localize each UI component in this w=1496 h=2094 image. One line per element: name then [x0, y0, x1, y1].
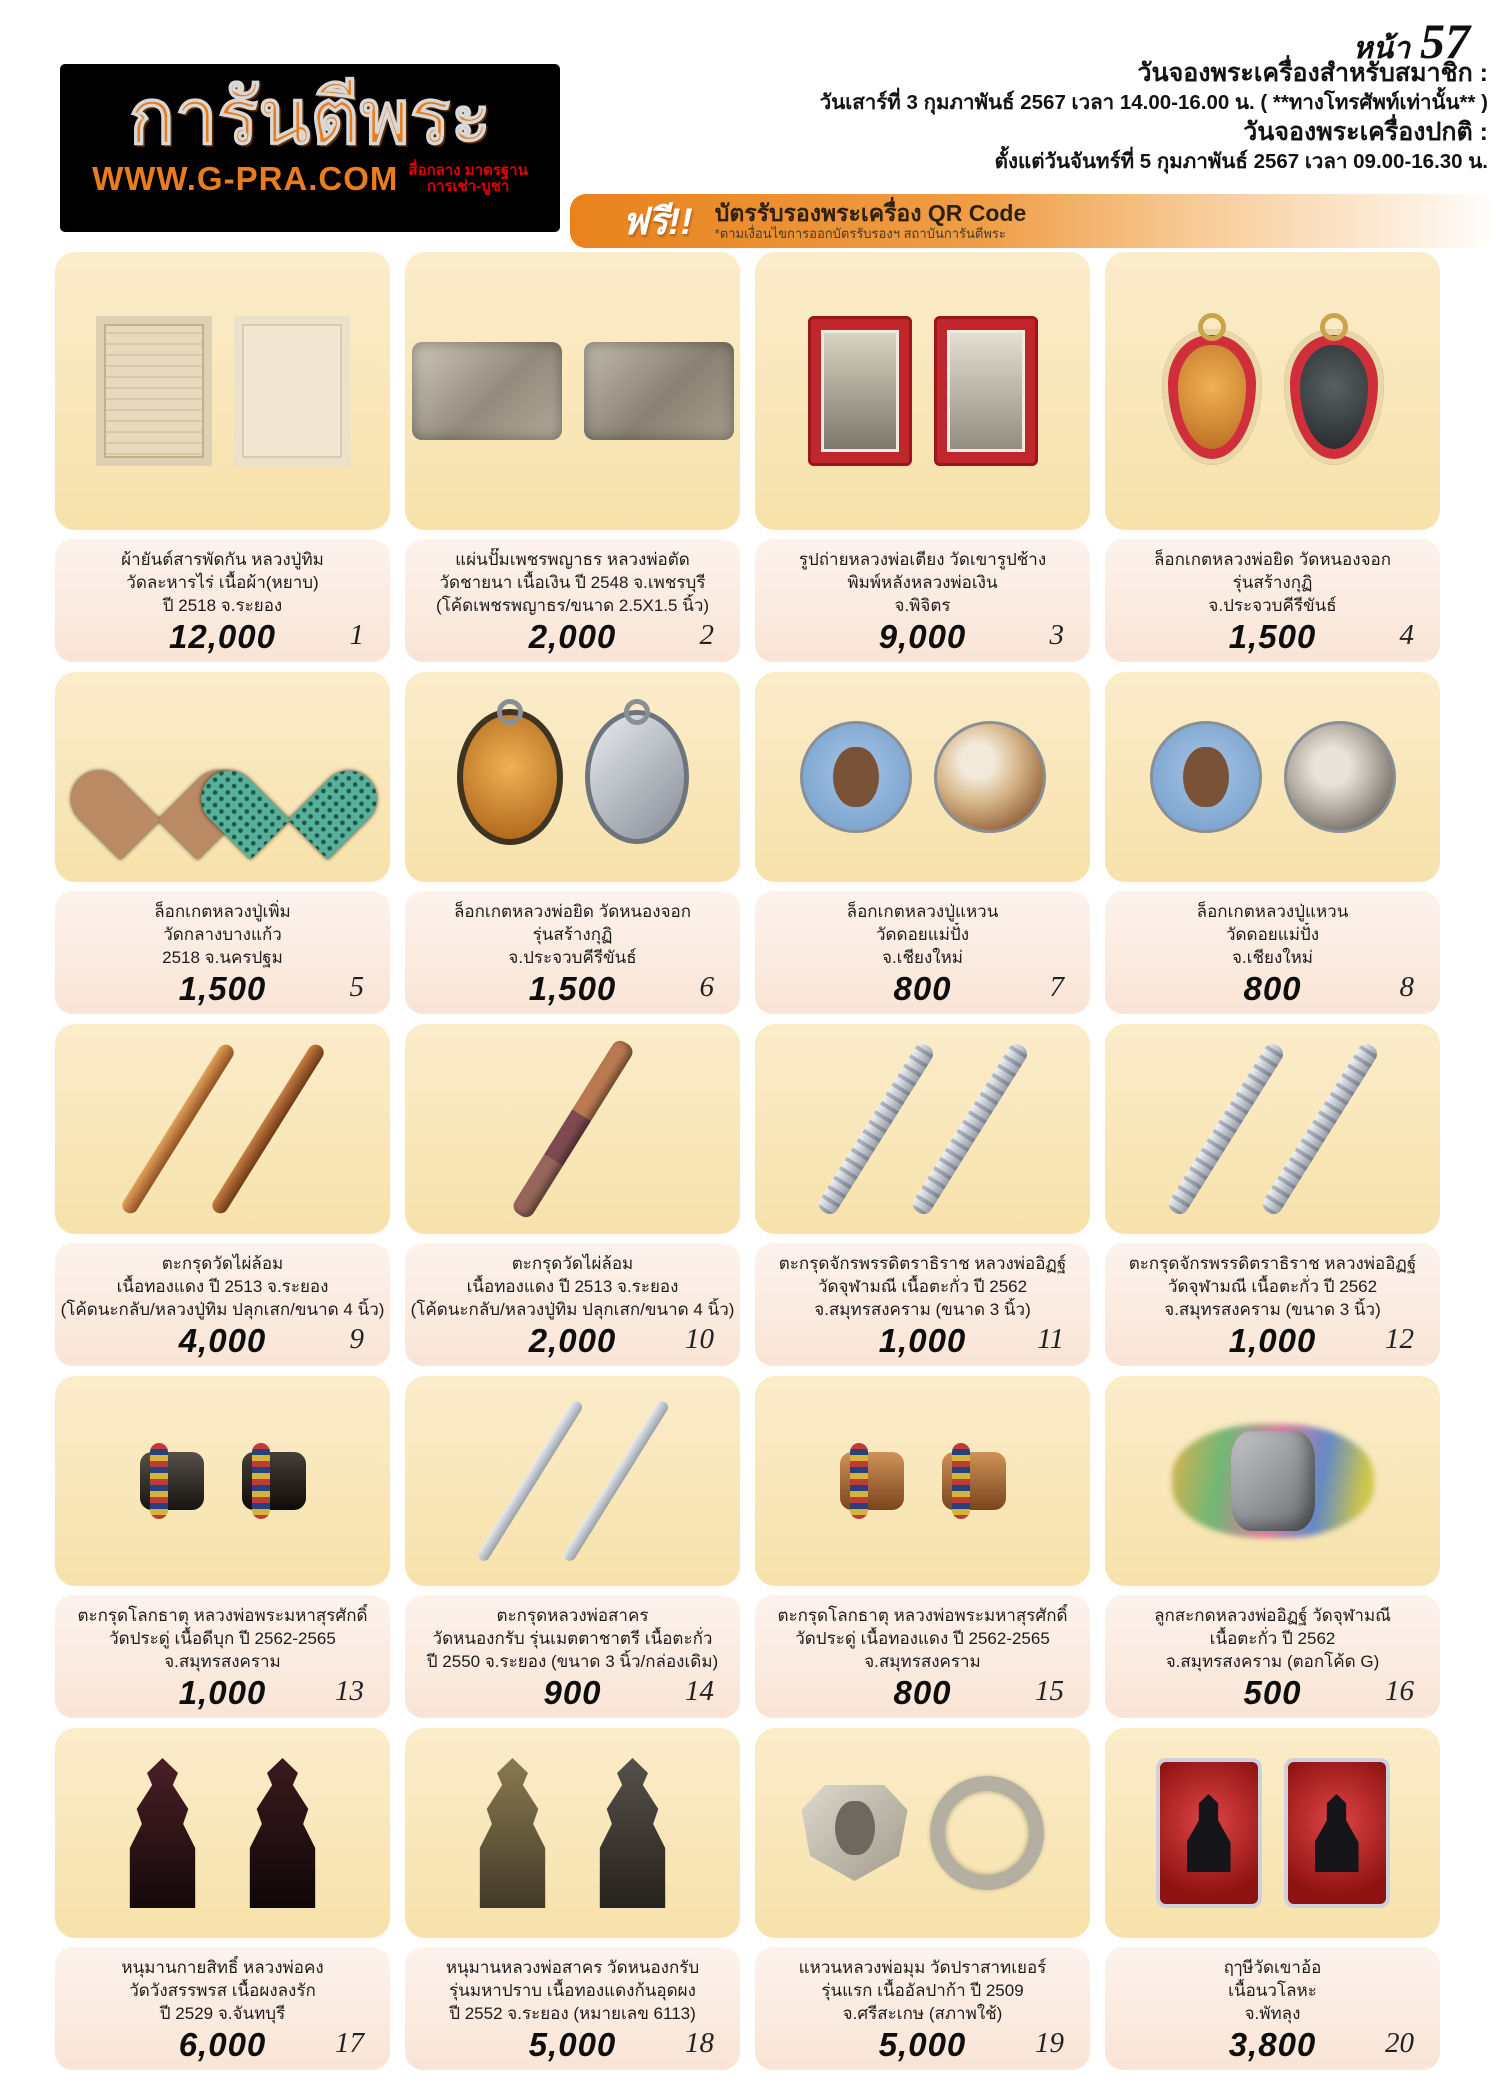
price-row	[405, 2026, 740, 2064]
lead-bead-image	[1158, 1416, 1388, 1546]
description-line: ตะกรุดจักรพรรดิตราธิราช หลวงพ่ออิฏฐ์	[778, 1254, 1067, 1273]
price: 1,000	[1228, 1322, 1317, 1360]
takrut-image	[1165, 1041, 1286, 1218]
amulet-info	[405, 891, 740, 1014]
amulet-card-7[interactable]	[755, 672, 1090, 1014]
description-line: ตะกรุดโลกธาตุ หลวงพ่อพระมหาสุรศักดิ์	[77, 1606, 368, 1625]
amulet-card-19[interactable]	[755, 1728, 1090, 2070]
amulet-card-3[interactable]	[755, 252, 1090, 662]
takrut-copper-pair	[55, 1024, 390, 1234]
takrut-image	[510, 1038, 636, 1221]
price: 1,500	[528, 970, 617, 1008]
description-line: เนื้อทองแดง ปี 2513 จ.ระยอง	[466, 1277, 679, 1297]
price-row	[405, 618, 740, 656]
metal-plate-image	[584, 342, 734, 440]
takrut-image	[119, 1042, 236, 1217]
hanuman-figurine-image	[590, 1758, 676, 1908]
amulet-info	[55, 1947, 390, 2070]
free-label: ฟรี!!	[622, 200, 693, 242]
heart-locket-back-image	[234, 734, 342, 830]
price: 2,000	[528, 618, 617, 656]
amulet-info	[405, 1947, 740, 2070]
amulet-card-4[interactable]	[1105, 252, 1440, 662]
description-line: หนุมานกายสิทธิ์ หลวงพ่อคง	[121, 1958, 324, 1977]
description-line: ล็อกเกตหลวงปู่แหวน	[846, 902, 999, 921]
description-line: (โค้ดเพชรพญาธร/ขนาด 2.5X1.5 นิ้ว)	[435, 596, 710, 616]
amulet-photo[interactable]	[55, 1376, 390, 1586]
yantra-cloth-image	[96, 316, 212, 466]
description-line: รุ่นสร้างกุฏิ	[532, 925, 613, 945]
amulet-photo[interactable]	[755, 1376, 1090, 1586]
amulet-photo[interactable]	[55, 1728, 390, 1938]
takrut-image	[475, 1399, 584, 1563]
item-number: 5	[349, 971, 364, 1003]
page-number-label: หน้า	[1352, 32, 1410, 65]
amulet-card-14[interactable]	[405, 1376, 740, 1718]
amulet-info	[755, 1947, 1090, 2070]
price-row	[755, 2026, 1090, 2064]
logo-bottom-row	[60, 160, 560, 198]
amulet-photo[interactable]	[755, 672, 1090, 882]
item-number: 1	[349, 619, 364, 651]
logo-tagline-line2: การเช่า-บูชา	[426, 177, 510, 195]
amulet-card-1[interactable]	[55, 252, 390, 662]
round-locket-pair-grey	[1105, 672, 1440, 882]
price-row	[1105, 1674, 1440, 1712]
hanuman-figurine-image	[120, 1758, 206, 1908]
amulet-card-15[interactable]	[755, 1376, 1090, 1718]
heart-locket-front-image	[104, 734, 212, 830]
description-line: จ.พิจิตร	[894, 596, 951, 616]
site-logo[interactable]	[60, 64, 560, 232]
takrut-silver-pair	[1105, 1024, 1440, 1234]
price: 1,000	[878, 1322, 967, 1360]
price: 9,000	[878, 618, 967, 656]
page-number-value: 57	[1420, 13, 1470, 69]
locket-back-image	[1284, 329, 1384, 465]
description-line: ฤๅษีวัดเขาอ้อ	[1223, 1958, 1322, 1977]
description-line: เนื้อนวโลหะ	[1228, 1981, 1317, 2001]
yantra-cloth-image	[234, 316, 350, 466]
amulet-grid	[55, 252, 1441, 2070]
price: 800	[893, 1674, 952, 1712]
heart-locket-pair	[55, 672, 390, 882]
framed-photo-image	[934, 316, 1038, 466]
price-row	[1105, 618, 1440, 656]
oval-locket-front-image	[457, 709, 563, 845]
description-line: (โค้ดนะกลับ/หลวงปู่ทิม ปลุกเสก/ขนาด 4 นิ้ว)	[60, 1300, 385, 1320]
description-line: จ.สมุทรสงคราม (ขนาด 3 นิ้ว)	[1164, 1300, 1381, 1320]
description-line: ตะกรุดจักรพรรดิตราธิราช หลวงพ่ออิฏฐ์	[1128, 1254, 1417, 1273]
hanuman-dark-pair	[55, 1728, 390, 1938]
description-line: รุ่นแรก เนื้ออัลปาก้า ปี 2509	[821, 1981, 1024, 2001]
amulet-card-10[interactable]	[405, 1024, 740, 1366]
logo-title: การันตีพระ	[128, 75, 492, 160]
amulet-photo[interactable]	[405, 1024, 740, 1234]
price: 900	[543, 1674, 602, 1712]
amulet-info	[55, 1243, 390, 1366]
scroll-dark-pair	[55, 1376, 390, 1586]
amulet-info	[755, 1243, 1090, 1366]
description-line: รูปถ่ายหลวงพ่อเตียง วัดเขารูปช้าง	[798, 550, 1047, 569]
price: 800	[893, 970, 952, 1008]
amulet-photo[interactable]	[405, 252, 740, 530]
description-line: จ.ศรีสะเกษ (สภาพใช้)	[842, 2004, 1003, 2024]
description-line: ล็อกเกตหลวงพ่อยิด วัดหนองจอก	[453, 902, 692, 921]
description-line: วัดชายนา เนื้อเงิน ปี 2548 จ.เพชรบุรี	[439, 573, 706, 593]
takrut-scroll-image	[242, 1452, 306, 1510]
amulet-card-8[interactable]	[1105, 672, 1440, 1014]
price-row	[55, 618, 390, 656]
round-locket-front-image	[1150, 721, 1262, 833]
description-line: ตะกรุดวัดไผ่ล้อม	[161, 1254, 284, 1273]
booking-member-label: วันจองพระเครื่องสำหรับสมาชิก :	[1137, 59, 1488, 87]
logo-tagline	[408, 163, 527, 195]
amulet-photo[interactable]	[405, 1376, 740, 1586]
takrut-single	[405, 1024, 740, 1234]
item-number: 11	[1037, 1323, 1064, 1355]
amulet-info	[405, 1243, 740, 1366]
amulet-card-5[interactable]	[55, 672, 390, 1014]
description-line: ล็อกเกตหลวงพ่อยิด วัดหนองจอก	[1153, 550, 1392, 569]
price: 3,800	[1228, 2026, 1317, 2064]
item-number: 17	[335, 2027, 364, 2059]
takrut-scroll-image	[140, 1452, 204, 1510]
hanuman-brown-pair	[405, 1728, 740, 1938]
amulet-photo[interactable]	[1105, 1728, 1440, 1938]
item-number: 4	[1399, 619, 1414, 651]
description-line: หนุมานหลวงพ่อสาคร วัดหนองกรับ	[445, 1958, 700, 1977]
locket-front-image	[1162, 329, 1262, 465]
description-line: วัดดอยแม่ปั๋ง	[875, 925, 970, 945]
description-line: วัดละหารไร่ เนื้อผ้า(หยาบ)	[126, 573, 319, 593]
item-number: 2	[699, 619, 714, 651]
amulet-photo[interactable]	[405, 1728, 740, 1938]
item-number: 14	[685, 1675, 714, 1707]
description-line: ล็อกเกตหลวงปู่แหวน	[1196, 902, 1349, 921]
cloth-pair	[55, 252, 390, 530]
item-number: 20	[1385, 2027, 1414, 2059]
price: 2,000	[528, 1322, 617, 1360]
item-number: 12	[1385, 1323, 1414, 1355]
price-row	[755, 970, 1090, 1008]
logo-tagline-line1: สื่อกลาง มาตรฐาน	[408, 162, 528, 180]
description-line: ผ้ายันต์สารพัดกัน หลวงปู่ทิม	[121, 550, 324, 569]
amulet-photo[interactable]	[755, 252, 1090, 530]
description-line: จ.เชียงใหม่	[1231, 948, 1313, 968]
item-number: 19	[1035, 2027, 1064, 2059]
amulet-photo[interactable]	[55, 252, 390, 530]
item-number: 13	[335, 1675, 364, 1707]
description-line: วัดจุฬามณี เนื้อตะกั่ว ปี 2562	[817, 1277, 1028, 1297]
item-number: 15	[1035, 1675, 1064, 1707]
cased-amulet-image	[1156, 1758, 1262, 1908]
description-line: จ.ประจวบคีรีขันธ์	[508, 948, 637, 968]
price-row	[1105, 970, 1440, 1008]
amulet-card-20[interactable]	[1105, 1728, 1440, 2070]
round-locket-back-image	[934, 721, 1046, 833]
description-line: พิมพ์หลังหลวงพ่อเงิน	[847, 573, 998, 593]
takrut-image	[909, 1041, 1030, 1218]
amulet-photo[interactable]	[755, 1024, 1090, 1234]
ring-face-image	[802, 1785, 908, 1881]
item-number: 9	[349, 1323, 364, 1355]
hanuman-figurine-image	[240, 1758, 326, 1908]
price: 12,000	[169, 618, 276, 656]
price: 1,000	[178, 1674, 267, 1712]
amulet-card-13[interactable]	[55, 1376, 390, 1718]
description-line: แผ่นปั๊มเพชรพญาธร หลวงพ่อตัด	[455, 550, 690, 569]
takrut-image	[815, 1041, 936, 1218]
amulet-info	[405, 539, 740, 662]
description-line: ปี 2552 จ.ระยอง (หมายเลข 6113)	[449, 2004, 696, 2024]
amulet-info	[55, 539, 390, 662]
plate-pair	[405, 252, 740, 530]
item-number: 6	[699, 971, 714, 1003]
amulet-photo[interactable]	[55, 672, 390, 882]
amulet-info	[405, 1595, 740, 1718]
booking-normal-label: วันจองพระเครื่องปกติ :	[1243, 117, 1488, 146]
round-locket-back-image	[1284, 721, 1396, 833]
price-row	[55, 970, 390, 1008]
lead-bead	[1105, 1376, 1440, 1586]
amulet-card-11[interactable]	[755, 1024, 1090, 1366]
amulet-card-2[interactable]	[405, 252, 740, 662]
amulet-photo[interactable]	[55, 1024, 390, 1234]
red-case-pair	[1105, 1728, 1440, 1938]
description-line: วัดดอยแม่ปั๋ง	[1225, 925, 1320, 945]
takrut-image	[1259, 1041, 1380, 1218]
item-number: 8	[1399, 971, 1414, 1003]
description-line: รุ่นมหาปราบ เนื้อทองแดงก้นอุดผง	[449, 1981, 696, 2001]
description-line: แหวนหลวงพ่อมุม วัดปราสาทเยอร์	[798, 1958, 1047, 1977]
scroll-copper-pair	[755, 1376, 1090, 1586]
description-line: วัดจุฬามณี เนื้อตะกั่ว ปี 2562	[1167, 1277, 1378, 1297]
description-line: ตะกรุดหลวงพ่อสาคร	[496, 1606, 649, 1625]
price-row	[405, 1322, 740, 1360]
item-number: 18	[685, 2027, 714, 2059]
amulet-card-9[interactable]	[55, 1024, 390, 1366]
description-line: ตะกรุดวัดไผ่ล้อม	[511, 1254, 634, 1273]
description-line: วัดประดู่ เนื้อดีบุก ปี 2562-2565	[109, 1629, 336, 1649]
price: 4,000	[178, 1322, 267, 1360]
amulet-photo[interactable]	[755, 1728, 1090, 1938]
price-row	[1105, 2026, 1440, 2064]
amulet-info	[1105, 539, 1440, 662]
booking-normal-detail: ตั้งแต่วันจันทร์ที่ 5 กุมภาพันธ์ 2567 เวลา 09.00-16.30 น.	[994, 150, 1488, 174]
amulet-info	[1105, 891, 1440, 1014]
ring-band-image	[930, 1776, 1044, 1890]
description-line: 2518 จ.นครปฐม	[162, 948, 283, 968]
price: 1,500	[178, 970, 267, 1008]
takrut-silver-pair	[755, 1024, 1090, 1234]
price-row	[405, 970, 740, 1008]
description-line: เนื้อทองแดง ปี 2513 จ.ระยอง	[116, 1277, 329, 1297]
price-row	[55, 2026, 390, 2064]
oval-locket-pair	[405, 672, 740, 882]
cased-amulet-image	[1284, 1758, 1390, 1908]
takrut-image	[209, 1042, 326, 1217]
price: 1,500	[1228, 618, 1317, 656]
logo-url-link[interactable]: WWW.G-PRA.COM	[92, 159, 399, 197]
price: 6,000	[178, 2026, 267, 2064]
description-line: ปี 2529 จ.จันทบุรี	[159, 2004, 286, 2024]
amulet-info	[1105, 1595, 1440, 1718]
price-row	[55, 1322, 390, 1360]
price-row	[755, 1322, 1090, 1360]
description-line: วัดหนองกรับ รุ่นเมตตาชาตรี เนื้อตะกั่ว	[432, 1629, 713, 1649]
metal-plate-image	[412, 342, 562, 440]
description-line: เนื้อตะกั่ว ปี 2562	[1209, 1629, 1336, 1649]
description-line: จ.สมุทรสงคราม (ขนาด 3 นิ้ว)	[814, 1300, 1031, 1320]
description-line: ปี 2518 จ.ระยอง	[162, 596, 283, 616]
item-number: 7	[1049, 971, 1064, 1003]
hanuman-figurine-image	[470, 1758, 556, 1908]
amulet-info	[55, 891, 390, 1014]
description-line: วัดกลางบางแก้ว	[163, 925, 282, 945]
amulet-info	[1105, 1947, 1440, 2070]
amulet-info	[1105, 1243, 1440, 1366]
takrut-thin-pair	[405, 1376, 740, 1586]
takrut-scroll-image	[840, 1452, 904, 1510]
ring-pair	[755, 1728, 1090, 1938]
description-line: ล็อกเกตหลวงปู่เพิ่ม	[154, 902, 291, 921]
amulet-card-18[interactable]	[405, 1728, 740, 2070]
description-line: จ.เชียงใหม่	[881, 948, 963, 968]
takrut-image	[561, 1399, 670, 1563]
takrut-scroll-image	[942, 1452, 1006, 1510]
amulet-card-16[interactable]	[1105, 1376, 1440, 1718]
item-number: 10	[685, 1323, 714, 1355]
free-banner-texts	[715, 201, 1027, 241]
description-line: จ.สมุทรสงคราม	[864, 1652, 981, 1672]
amulet-photo[interactable]	[1105, 1024, 1440, 1234]
description-line: ปี 2550 จ.ระยอง (ขนาด 3 นิ้ว/กล่องเดิม)	[426, 1652, 719, 1672]
photo-pair	[755, 252, 1090, 530]
amulet-photo[interactable]	[1105, 252, 1440, 530]
free-qr-banner	[570, 194, 1496, 248]
price-row	[55, 1674, 390, 1712]
item-number: 16	[1385, 1675, 1414, 1707]
description-line: (โค้ดนะกลับ/หลวงปู่ทิม ปลุกเสก/ขนาด 4 นิ้ว)	[410, 1300, 735, 1320]
description-line: วัดวังสรรพรส เนื้อผงลงรัก	[129, 1981, 316, 2001]
amulet-info	[755, 1595, 1090, 1718]
description-line: จ.สมุทรสงคราม	[164, 1652, 281, 1672]
free-banner-title: บัตรรับรองพระเครื่อง QR Code	[714, 200, 1027, 227]
amulet-card-17[interactable]	[55, 1728, 390, 2070]
price: 5,000	[878, 2026, 967, 2064]
free-banner-note: *ตามเงื่อนไขการออกบัตรรับรองฯ สถาบันการันตีพระ	[714, 225, 1006, 241]
amulet-card-12[interactable]	[1105, 1024, 1440, 1366]
price: 800	[1243, 970, 1302, 1008]
description-line: จ.สมุทรสงคราม (ตอกโค้ด G)	[1165, 1652, 1380, 1672]
price-row	[755, 1674, 1090, 1712]
drop-locket-pair	[1105, 252, 1440, 530]
description-line: ลูกสะกดหลวงพ่ออิฏฐ์ วัดจุฬามณี	[1154, 1606, 1391, 1625]
amulet-photo[interactable]	[1105, 1376, 1440, 1586]
amulet-photo[interactable]	[405, 672, 740, 882]
framed-photo-image	[808, 316, 912, 466]
description-line: จ.พัทลุง	[1244, 2004, 1301, 2024]
amulet-info	[55, 1595, 390, 1718]
price: 500	[1243, 1674, 1302, 1712]
item-number: 3	[1049, 619, 1064, 651]
price-row	[405, 1674, 740, 1712]
price-row	[1105, 1322, 1440, 1360]
description-line: จ.ประจวบคีรีขันธ์	[1208, 596, 1337, 616]
description-line: ตะกรุดโลกธาตุ หลวงพ่อพระมหาสุรศักดิ์	[777, 1606, 1068, 1625]
description-line: รุ่นสร้างกุฏิ	[1232, 573, 1313, 593]
price-row	[755, 618, 1090, 656]
amulet-card-6[interactable]	[405, 672, 740, 1014]
description-line: วัดประดู่ เนื้อทองแดง ปี 2562-2565	[795, 1629, 1050, 1649]
booking-member-detail: วันเสาร์ที่ 3 กุมภาพันธ์ 2567 เวลา 14.00-16.00 น. ( **ทางโทรศัพท์เท่านั้น** )	[819, 91, 1488, 115]
round-locket-front-image	[800, 721, 912, 833]
amulet-info	[755, 539, 1090, 662]
price: 5,000	[528, 2026, 617, 2064]
booking-info	[820, 58, 1488, 176]
amulet-info	[755, 891, 1090, 1014]
round-locket-pair	[755, 672, 1090, 882]
oval-locket-back-image	[585, 710, 689, 844]
amulet-photo[interactable]	[1105, 672, 1440, 882]
